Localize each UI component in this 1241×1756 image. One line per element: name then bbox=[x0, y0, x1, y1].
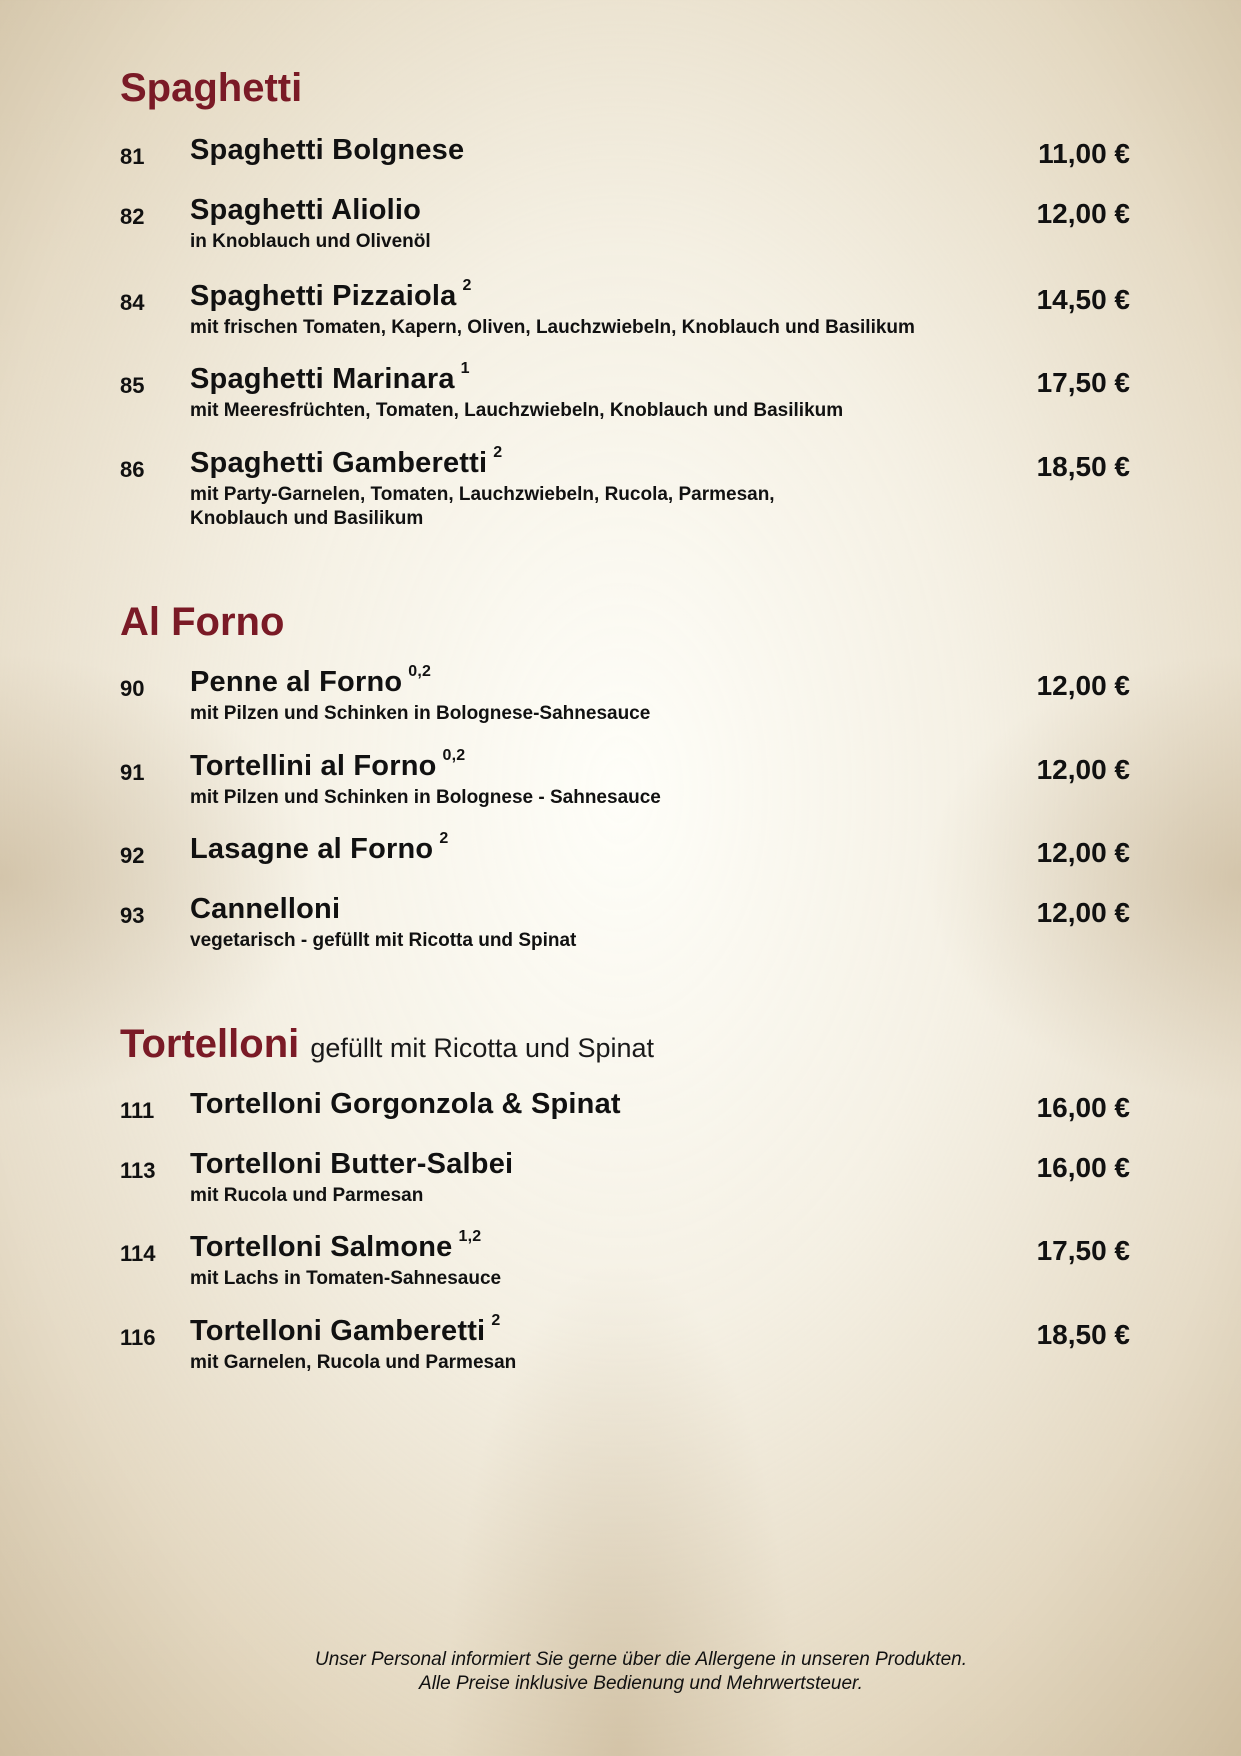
allergen-note: 1,2 bbox=[458, 1228, 482, 1246]
item-price: 18,50 € bbox=[1036, 1319, 1130, 1350]
item-name: Tortelloni Salmone $^{1,2}$ bbox=[190, 1228, 482, 1263]
item-number: 111 bbox=[120, 1098, 155, 1123]
item-price: 11,00 € bbox=[1038, 138, 1130, 169]
item-number: 114 bbox=[120, 1241, 156, 1266]
item-price: 17,50 € bbox=[1036, 367, 1130, 398]
section-spaghetti bbox=[120, 66, 1140, 529]
section-al-forno bbox=[120, 600, 1140, 951]
section-title: Spaghetti bbox=[120, 66, 303, 110]
footer-price-line: Alle Preise inklusive Bedienung und Mehrwertsteuer. bbox=[419, 1673, 863, 1694]
item-price: 12,00 € bbox=[1036, 897, 1130, 928]
item-number: 92 bbox=[120, 843, 145, 868]
section-title: Tortelloni gefüllt mit Ricotta und Spinat bbox=[120, 1022, 655, 1066]
item-description: mit Party-Garnelen, Tomaten, Lauchzwiebeln, Rucola, Parmesan, Knoblauch und Basilikum bbox=[190, 484, 775, 529]
item-name: Penne al Forno $^{0,2}$ bbox=[190, 663, 432, 698]
item-description: mit Rucola und Parmesan bbox=[190, 1185, 424, 1206]
item-price: 16,00 € bbox=[1036, 1152, 1130, 1183]
item-price: 12,00 € bbox=[1036, 754, 1130, 785]
item-price: 14,50 € bbox=[1036, 284, 1130, 315]
allergen-note: 2 bbox=[493, 444, 503, 462]
footer-allergen-line: Unser Personal informiert Sie gerne über die Allergene in unseren Produkten. bbox=[315, 1649, 967, 1670]
item-name: Spaghetti Marinara $^1$ bbox=[190, 360, 470, 395]
item-number: 85 bbox=[120, 373, 145, 398]
item-description: mit Meeresfrüchten, Tomaten, Lauchzwiebeln, Knoblauch und Basilikum bbox=[190, 400, 844, 421]
item-name: Lasagne al Forno $^2$ bbox=[190, 830, 449, 865]
item-price: 16,00 € bbox=[1036, 1092, 1130, 1123]
allergen-note: 2 bbox=[491, 1312, 501, 1330]
item-name: Tortelloni Gamberetti $^2$ bbox=[190, 1312, 501, 1347]
item-name: Spaghetti Pizzaiola $^2$ bbox=[190, 277, 472, 312]
allergen-note: 2 bbox=[439, 830, 449, 848]
item-name: Cannelloni bbox=[190, 893, 341, 925]
item-description: mit Pilzen und Schinken in Bolognese-Sahnesauce bbox=[190, 703, 651, 724]
item-number: 91 bbox=[120, 760, 145, 785]
item-price: 12,00 € bbox=[1036, 198, 1130, 229]
item-description: in Knoblauch und Olivenöl bbox=[190, 231, 431, 252]
item-name: Tortelloni Butter-Salbei bbox=[190, 1148, 514, 1180]
item-description: mit Garnelen, Rucola und Parmesan bbox=[190, 1352, 517, 1373]
item-number: 90 bbox=[120, 676, 145, 701]
item-price: 12,00 € bbox=[1036, 670, 1130, 701]
item-description: mit frischen Tomaten, Kapern, Oliven, Lauchzwiebeln, Knoblauch und Basilikum bbox=[190, 317, 915, 338]
item-number: 81 bbox=[120, 144, 145, 169]
item-name: Tortelloni Gorgonzola & Spinat bbox=[190, 1088, 621, 1120]
item-price: 17,50 € bbox=[1036, 1235, 1130, 1266]
footer-note bbox=[0, 1648, 1241, 1696]
allergen-note: 1 bbox=[460, 360, 470, 378]
allergen-note: 0,2 bbox=[408, 663, 432, 681]
item-description: mit Pilzen und Schinken in Bolognese - Sahnesauce bbox=[190, 787, 661, 808]
item-name: Tortellini al Forno $^{0,2}$ bbox=[190, 747, 466, 782]
item-number: 116 bbox=[120, 1325, 156, 1350]
allergen-note: 0,2 bbox=[442, 747, 466, 765]
item-number: 113 bbox=[120, 1158, 156, 1183]
item-number: 93 bbox=[120, 903, 145, 928]
section-subtitle: gefüllt mit Ricotta und Spinat bbox=[310, 1033, 655, 1063]
item-description: mit Lachs in Tomaten-Sahnesauce bbox=[190, 1268, 502, 1289]
section-tortelloni bbox=[120, 1022, 1140, 1373]
item-name: Spaghetti Bolgnese bbox=[190, 134, 465, 166]
item-price: 12,00 € bbox=[1036, 837, 1130, 868]
allergen-note: 2 bbox=[462, 277, 472, 295]
section-title: Al Forno bbox=[120, 600, 285, 644]
item-description: vegetarisch - gefüllt mit Ricotta und Spinat bbox=[190, 930, 577, 951]
item-number: 82 bbox=[120, 204, 145, 229]
item-name: Spaghetti Gamberetti $^2$ bbox=[190, 444, 503, 479]
item-price: 18,50 € bbox=[1036, 451, 1130, 482]
item-name: Spaghetti Aliolio bbox=[190, 194, 422, 226]
item-number: 84 bbox=[120, 290, 145, 315]
item-number: 86 bbox=[120, 457, 145, 482]
